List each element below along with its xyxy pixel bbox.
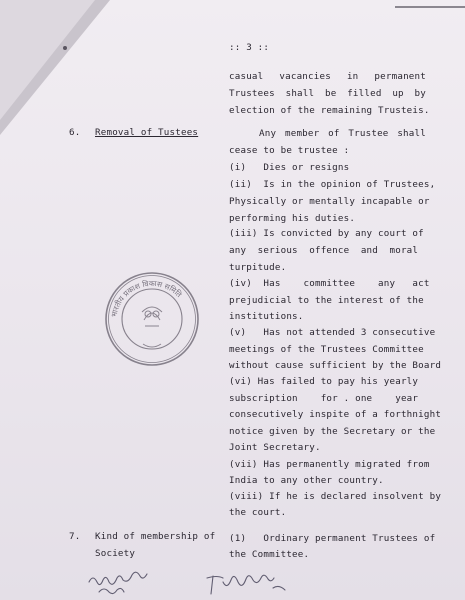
clause-line: (v) Has not attended 3 consecutive	[229, 327, 436, 338]
section-7-line-1: (1) Ordinary permanent Trustees of	[229, 533, 436, 544]
clause-line: subscription for . one year	[229, 393, 419, 404]
section-6-heading: Removal of Tustees	[95, 127, 199, 138]
intro-line-3: election of the remaining Trusteis.	[229, 105, 430, 116]
folded-corner-shadow	[0, 0, 95, 120]
clause-line: institutions.	[229, 311, 304, 322]
intro-line-2: Trustees shall be filled up by	[229, 88, 426, 99]
clause-line: (viii) If he is declared insolvent by	[229, 491, 442, 502]
clause-line: Physically or mentally incapable or	[229, 196, 430, 207]
clause-line: (ii) Is in the opinion of Trustees,	[229, 179, 436, 190]
section-6-intro-line-2: cease to be trustee :	[229, 145, 350, 156]
page-number: :: 3 ::	[229, 42, 270, 53]
clause-line: (iii) Is convicted by any court of	[229, 228, 424, 239]
clause-line: performing his duties.	[229, 213, 356, 224]
intro-line-1: casual vacancies in permanent	[229, 71, 426, 82]
section-6-intro-line-1: Any member of Trustee shall	[259, 128, 426, 139]
clause-line: prejudicial to the interest of the	[229, 295, 424, 306]
clause-line: any serious offence and moral	[229, 245, 419, 256]
clause-line: (vii) Has permanently migrated from	[229, 459, 430, 470]
clause-line: (vi) Has failed to pay his yearly	[229, 376, 419, 387]
clause-line: without cause sufficient by the Board	[229, 360, 442, 371]
clause-line: turpitude.	[229, 262, 287, 273]
section-7-heading-line-1: Kind of membership of	[95, 531, 216, 542]
clause-line: notice given by the Secretary or the	[229, 426, 436, 437]
clause-line: consecutively inspite of a forthnight	[229, 409, 442, 420]
clause-line: (i) Dies or resigns	[229, 162, 350, 173]
punch-mark	[63, 46, 67, 50]
section-7-heading-line-2: Society	[95, 548, 136, 559]
seal-ring-text: भारतीय प्रकाश विकास समिति	[109, 278, 184, 318]
clause-line: India to any other country.	[229, 475, 384, 486]
section-6-number: 6.	[69, 127, 81, 138]
clause-line: the court.	[229, 507, 287, 518]
section-7-number: 7.	[69, 531, 81, 542]
section-7-line-2: the Committee.	[229, 549, 310, 560]
scan-edge-mark	[395, 6, 465, 8]
clause-line: meetings of the Trustees Committee	[229, 344, 424, 355]
handwritten-signature	[85, 568, 315, 600]
clause-line: (iv) Has committee any act	[229, 278, 430, 289]
society-seal-stamp	[103, 270, 201, 368]
clause-line: Joint Secretary.	[229, 442, 321, 453]
